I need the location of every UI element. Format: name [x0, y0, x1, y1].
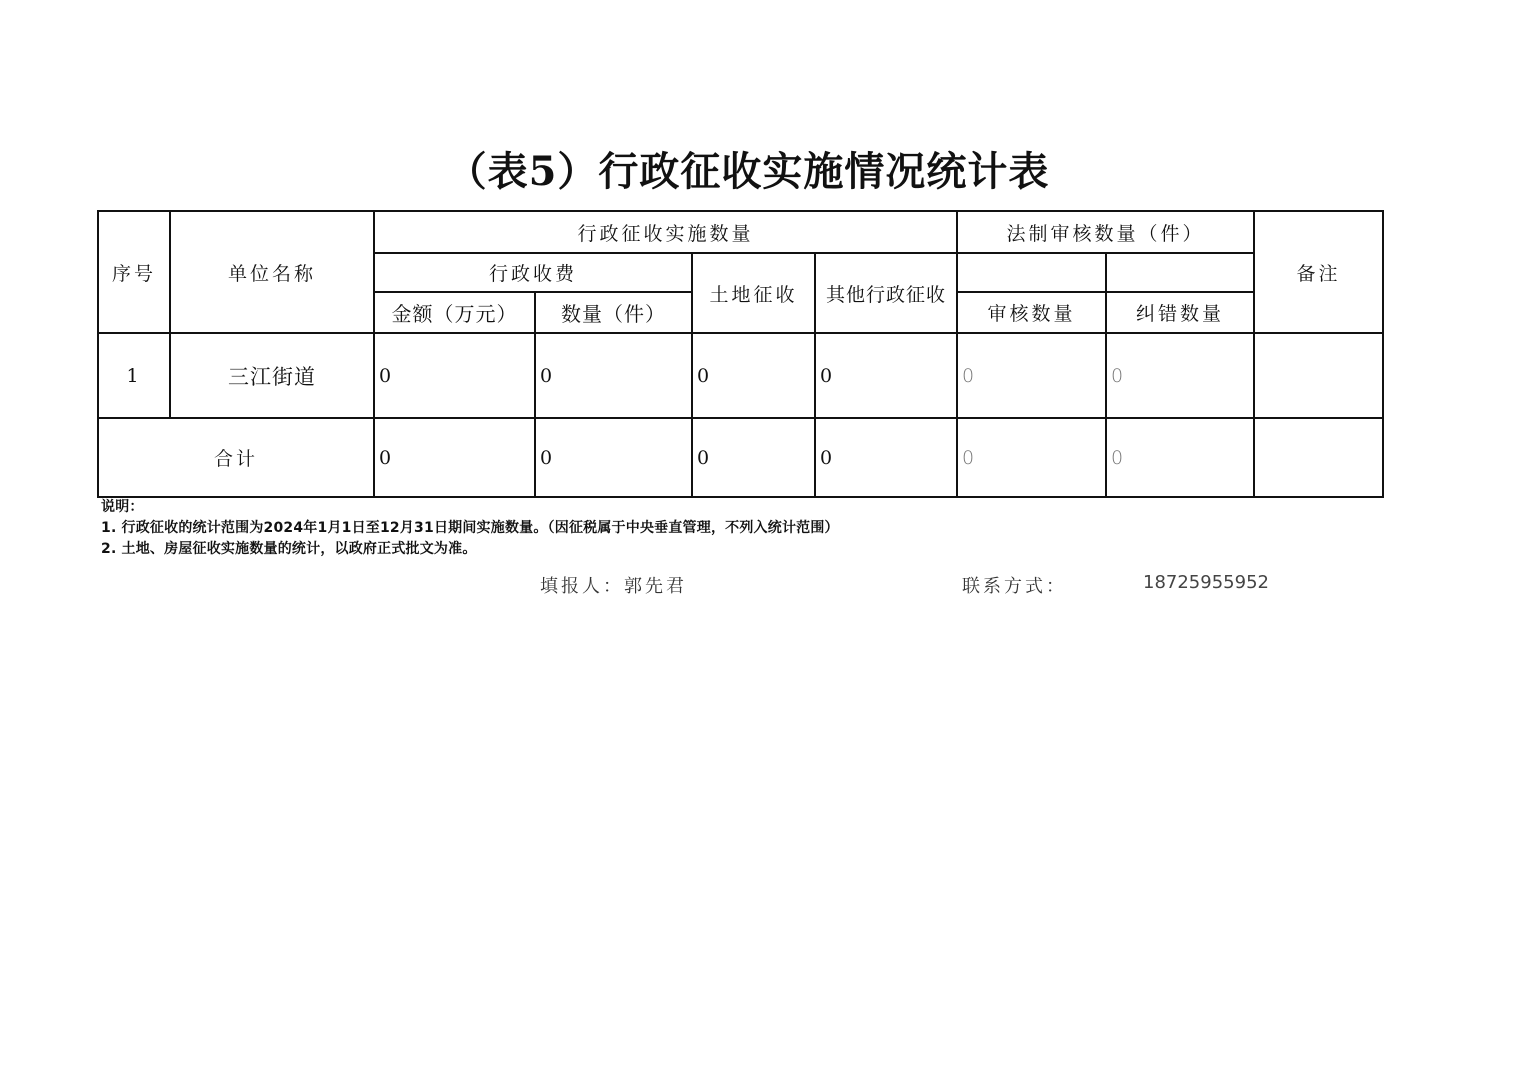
- row-seq: 1: [98, 333, 170, 418]
- header-review-count: 审核数量: [957, 292, 1106, 333]
- header-admin-fee: 行政收费: [374, 253, 692, 292]
- reporter-label: 填报人：郭先君: [540, 576, 687, 597]
- page-title: （表5）行政征收实施情况统计表: [446, 148, 1050, 195]
- table-row: [98, 333, 1383, 418]
- notes-line-2: 2. 土地、房屋征收实施数量的统计，以政府正式批文为准。: [101, 541, 477, 557]
- row-amount: 0: [374, 333, 535, 418]
- row-quantity: 0: [535, 333, 692, 418]
- notes-line-1: 1. 行政征收的统计范围为2024年1月1日至12月31日期间实施数量。（因征税属于中央垂直管理，不列入统计范围）: [101, 520, 839, 536]
- row-remarks: [1254, 333, 1383, 418]
- total-review: 0: [957, 418, 1106, 497]
- row-land: 0: [692, 333, 815, 418]
- header-remarks: 备注: [1254, 211, 1383, 333]
- header-empty-cell: [1106, 253, 1254, 292]
- row-review: 0: [957, 333, 1106, 418]
- notes-heading: 说明：: [101, 499, 144, 515]
- header-row-1: [98, 211, 1383, 253]
- header-other: 其他行政征收: [815, 253, 957, 333]
- total-label: 合计: [98, 418, 374, 497]
- total-remarks: [1254, 418, 1383, 497]
- row-correction: 0: [1106, 333, 1254, 418]
- header-empty-cell: [957, 253, 1106, 292]
- contact-phone: 18725955952: [1143, 572, 1269, 593]
- notes-section: [101, 497, 839, 560]
- statistics-table: [97, 210, 1384, 498]
- header-seq: 序号: [98, 211, 170, 333]
- total-amount: 0: [374, 418, 535, 497]
- contact-label: 联系方式：: [962, 576, 1067, 597]
- header-unit-name: 单位名称: [170, 211, 374, 333]
- total-row: [98, 418, 1383, 497]
- total-land: 0: [692, 418, 815, 497]
- header-legal-review: 法制审核数量（件）: [957, 211, 1254, 253]
- header-implementation: 行政征收实施数量: [374, 211, 957, 253]
- row-other: 0: [815, 333, 957, 418]
- total-other: 0: [815, 418, 957, 497]
- header-land: 土地征收: [692, 253, 815, 333]
- total-quantity: 0: [535, 418, 692, 497]
- header-quantity: 数量（件）: [535, 292, 692, 333]
- header-correction-count: 纠错数量: [1106, 292, 1254, 333]
- header-amount: 金额（万元）: [374, 292, 535, 333]
- row-unit: 三江街道: [170, 333, 374, 418]
- total-correction: 0: [1106, 418, 1254, 497]
